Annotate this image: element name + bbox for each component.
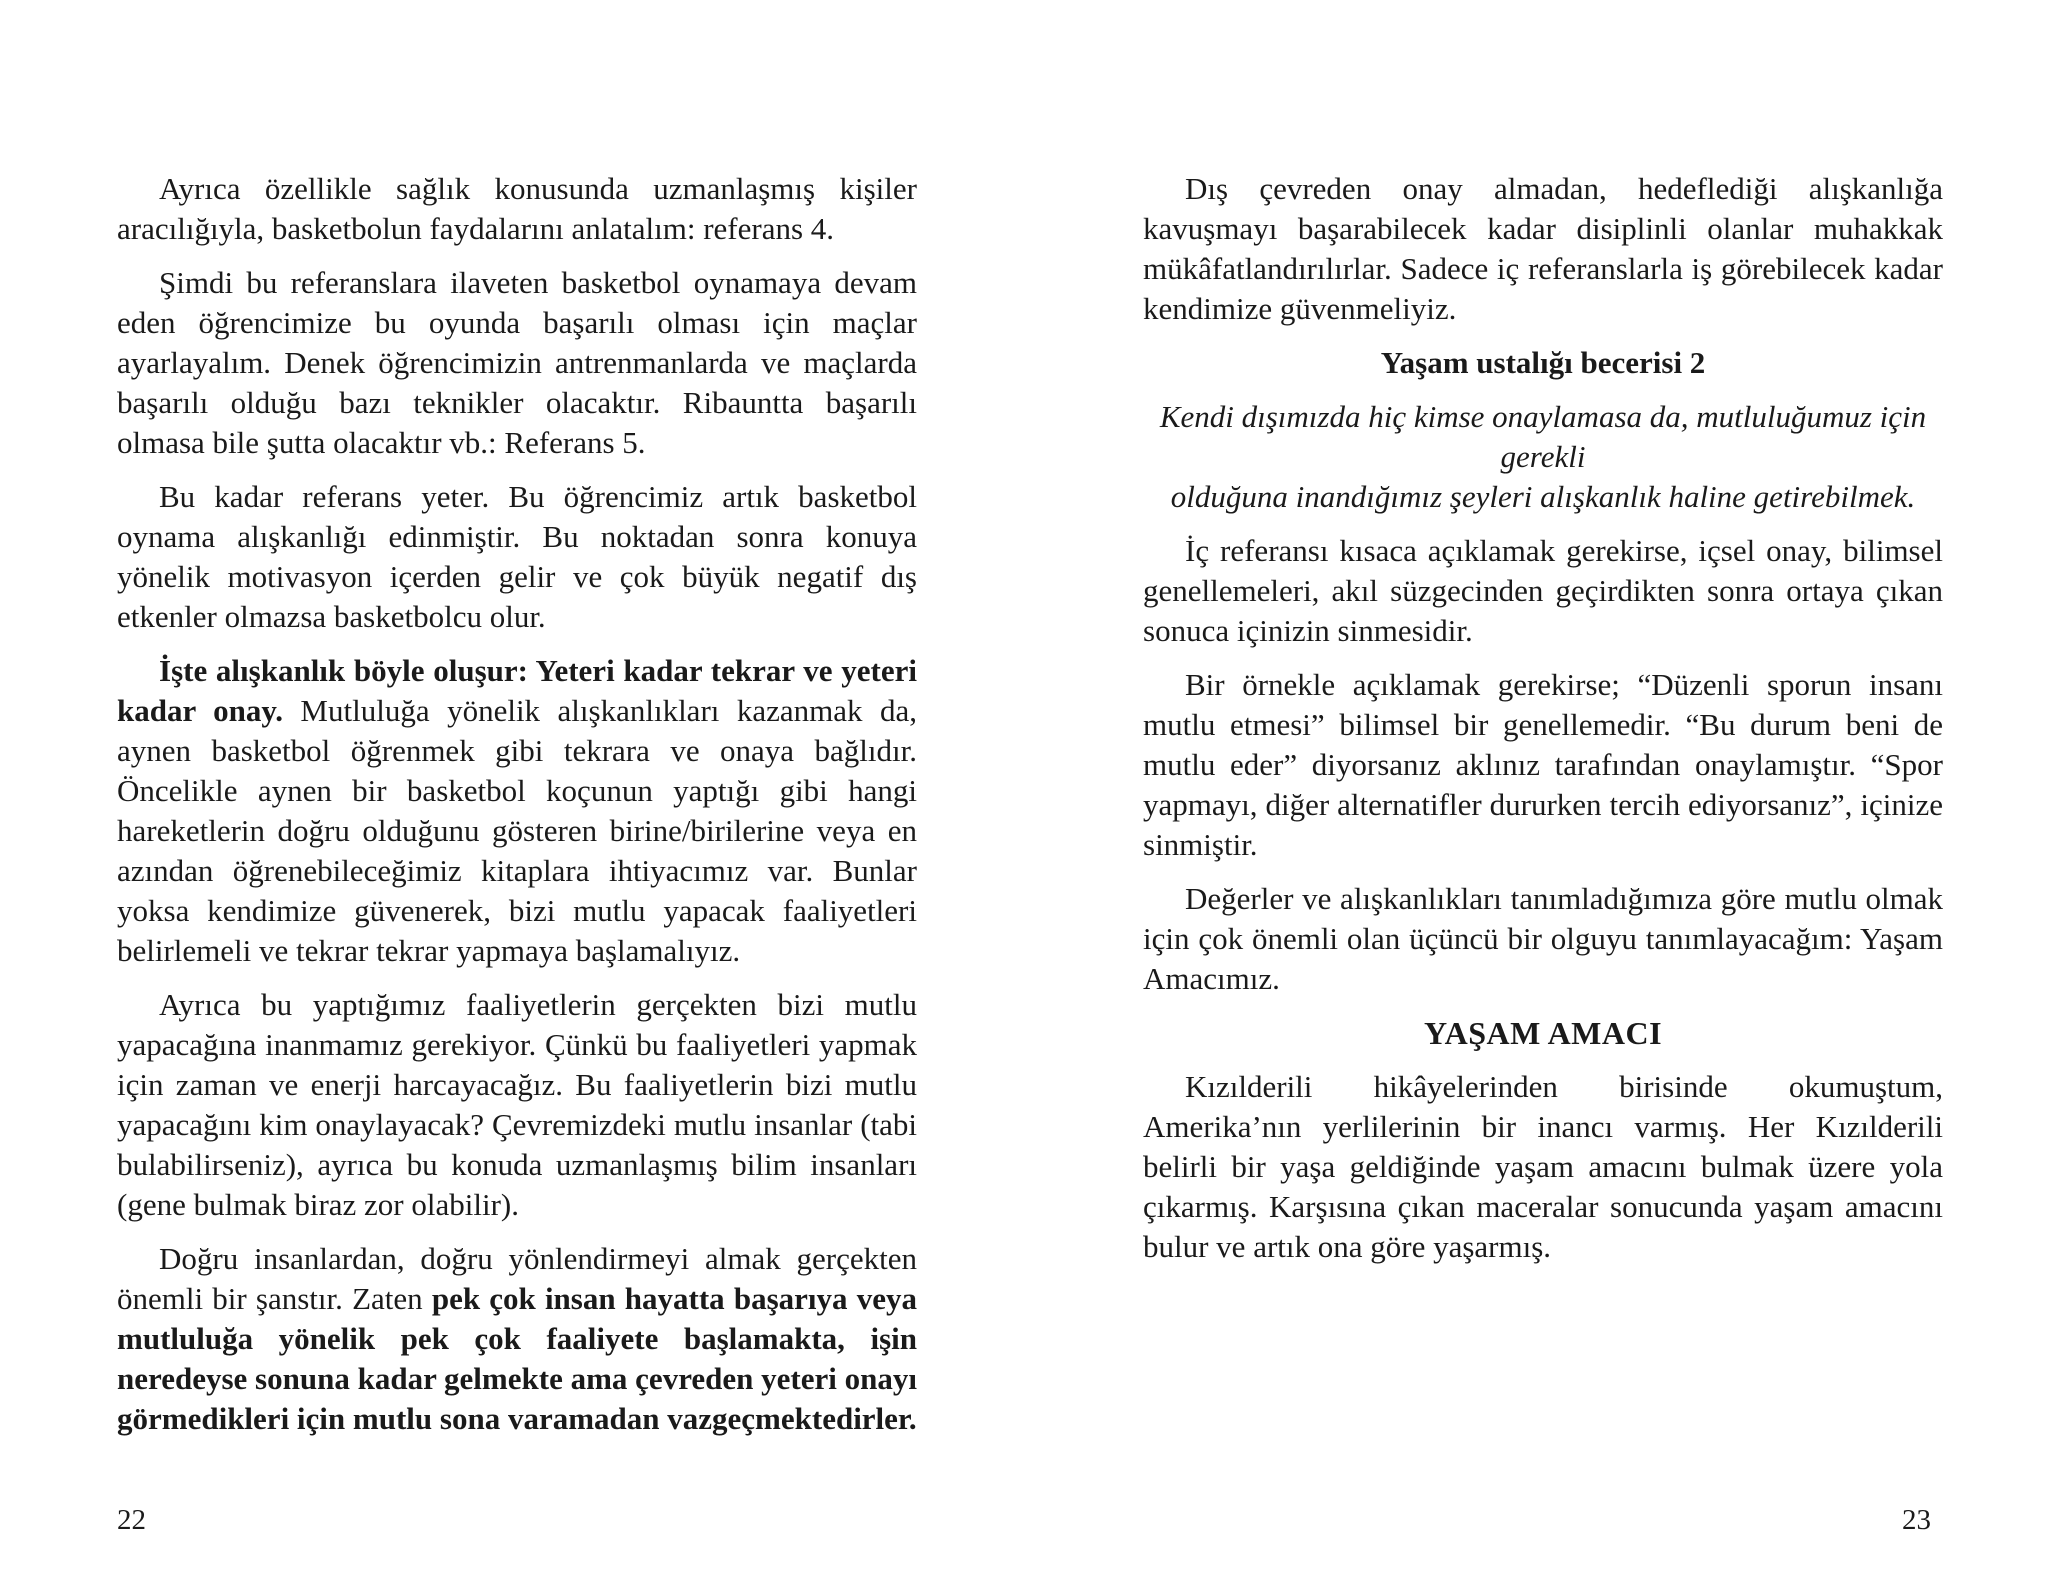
paragraph: İç referansı kısaca açıklamak gerekirse, içsel onay, bilimsel genellemeleri, akıl süzgecinden geçirdikten sonra ortaya çıkan sonuca içinizin sinmesidir. [1143,533,1943,648]
bold-sentence: pek çok insan hayatta başarıya veya mutluluğa yönelik pek çok faaliyete başlamakta, işin neredeyse sonuna kadar gelmekte ama çevreden yeteri onayı görmedikleri için mutlu sona varamadan vazgeçmektedirler. [117,1281,917,1436]
paragraph: Ayrıca özellikle sağlık konusunda uzmanlaşmış kişiler aracılığıyla, basketbolun faydalarını anlatalım: referans 4. [117,171,917,246]
page-number: 23 [1902,1504,1931,1536]
paragraph: Değerler ve alışkanlıkları tanımladığımıza göre mutlu olmak için çok önemli olan üçüncü bir olguyu tanımlayacağım: Yaşam Amacımız. [1143,881,1943,996]
paragraph: Bir örnekle açıklamak gerekirse; “Düzenli sporun insanı mutlu etmesi” bilimsel bir genellemedir. “Bu durum beni de mutlu eder” diyorsanız aklınız tarafından onaylamıştır. “Spor yapmayı, diğer alternatifler dururken tercih ediyorsanız”, içinize sinmiştir. [1143,667,1943,862]
paragraph: Ayrıca bu yaptığımız faaliyetlerin gerçekten bizi mutlu yapacağına inanmamız gerekiyor. Çünkü bu faaliyetleri yapmak için zaman ve enerji harcayacağız. Bu faaliyetlerin bizi mutlu yapacağını kim onaylayacak? Çevremizdeki mutlu insanlar (tabi bulabilirseniz), ayrıca bu konuda uzmanlaşmış bilim insanları (gene bulmak biraz zor olabilir). [117,987,917,1222]
right-page-text [1143,169,1943,1281]
skill-description [1143,397,1943,517]
skill-description-line: Kendi dışımızda hiç kimse onaylamasa da, mutluluğumuz için gerekli [1159,399,1927,474]
section-title: YAŞAM AMACI [1423,1015,1663,1051]
paragraph: Bu kadar referans yeter. Bu öğrencimiz artık basketbol oynama alışkanlığı edinmiştir. Bu noktadan sonra konuya yönelik motivasyon içerden gelir ve çok büyük negatif dış etkenler olmazsa basketbolcu olur. [117,479,917,634]
paragraph: Şimdi bu referanslara ilaveten basketbol oynamaya devam eden öğrencimize bu oyunda başarılı olması için maçlar ayarlayalım. Denek öğrencimizin antrenmanlarda ve maçlarda başarılı olduğu bazı teknikler olacaktır. Ribauntta başarılı olmasa bile şutta olacaktır vb.: Referans 5. [117,265,917,460]
skill-title: Yaşam ustalığı becerisi 2 [1380,345,1706,380]
paragraph: Dış çevreden onay almadan, hedeflediği alışkanlığa kavuşmayı başarabilecek kadar disiplinli olanlar muhakkak mükâfatlandırılırlar. Sadece iç referanslarla iş görebilecek kadar kendimize güvenmeliyiz. [1143,171,1943,326]
paragraph [117,1239,917,1439]
paragraph-text: Doğru insanlardan, doğru yönlendirmeyi almak gerçekten önemli bir şanstır. Zaten [117,1241,917,1316]
paragraph: Kızılderili hikâyelerinden birisinde okumuştum, Amerika’nın yerlilerinin bir inancı varmış. Her Kızılderili belirli bir yaşa geldiğinde yaşam amacını bulmak üzere yola çıkarmış. Karşısına çıkan maceralar sonucunda yaşam amacını bulur ve artık ona göre yaşarmış. [1143,1069,1943,1264]
left-page-text [117,169,917,1453]
right-page [1024,0,2048,1593]
skill-description-line: olduğuna inandığımız şeyleri alışkanlık haline getirebilmek. [1170,479,1916,514]
paragraph [117,651,917,971]
bold-sentence: İşte alışkanlık böyle oluşur: Yeteri kadar tekrar ve yeteri kadar onay. [117,653,917,728]
paragraph-text: Mutluluğa yönelik alışkanlıkları kazanmak da, aynen basketbol öğrenmek gibi tekrara ve onaya bağlıdır. Öncelikle aynen bir basketbol koçunun yaptığı gibi hangi hareketlerin doğru olduğunu gösteren birine/birilerine veya en azından öğrenebileceğimiz kitaplara ihtiyacımız var. Bunlar yoksa kendimize güvenerek, bizi mutlu yapacak faaliyetleri belirlemeli ve tekrar tekrar yapmaya başlamalıyız. [117,693,917,968]
page-number: 22 [117,1504,146,1536]
